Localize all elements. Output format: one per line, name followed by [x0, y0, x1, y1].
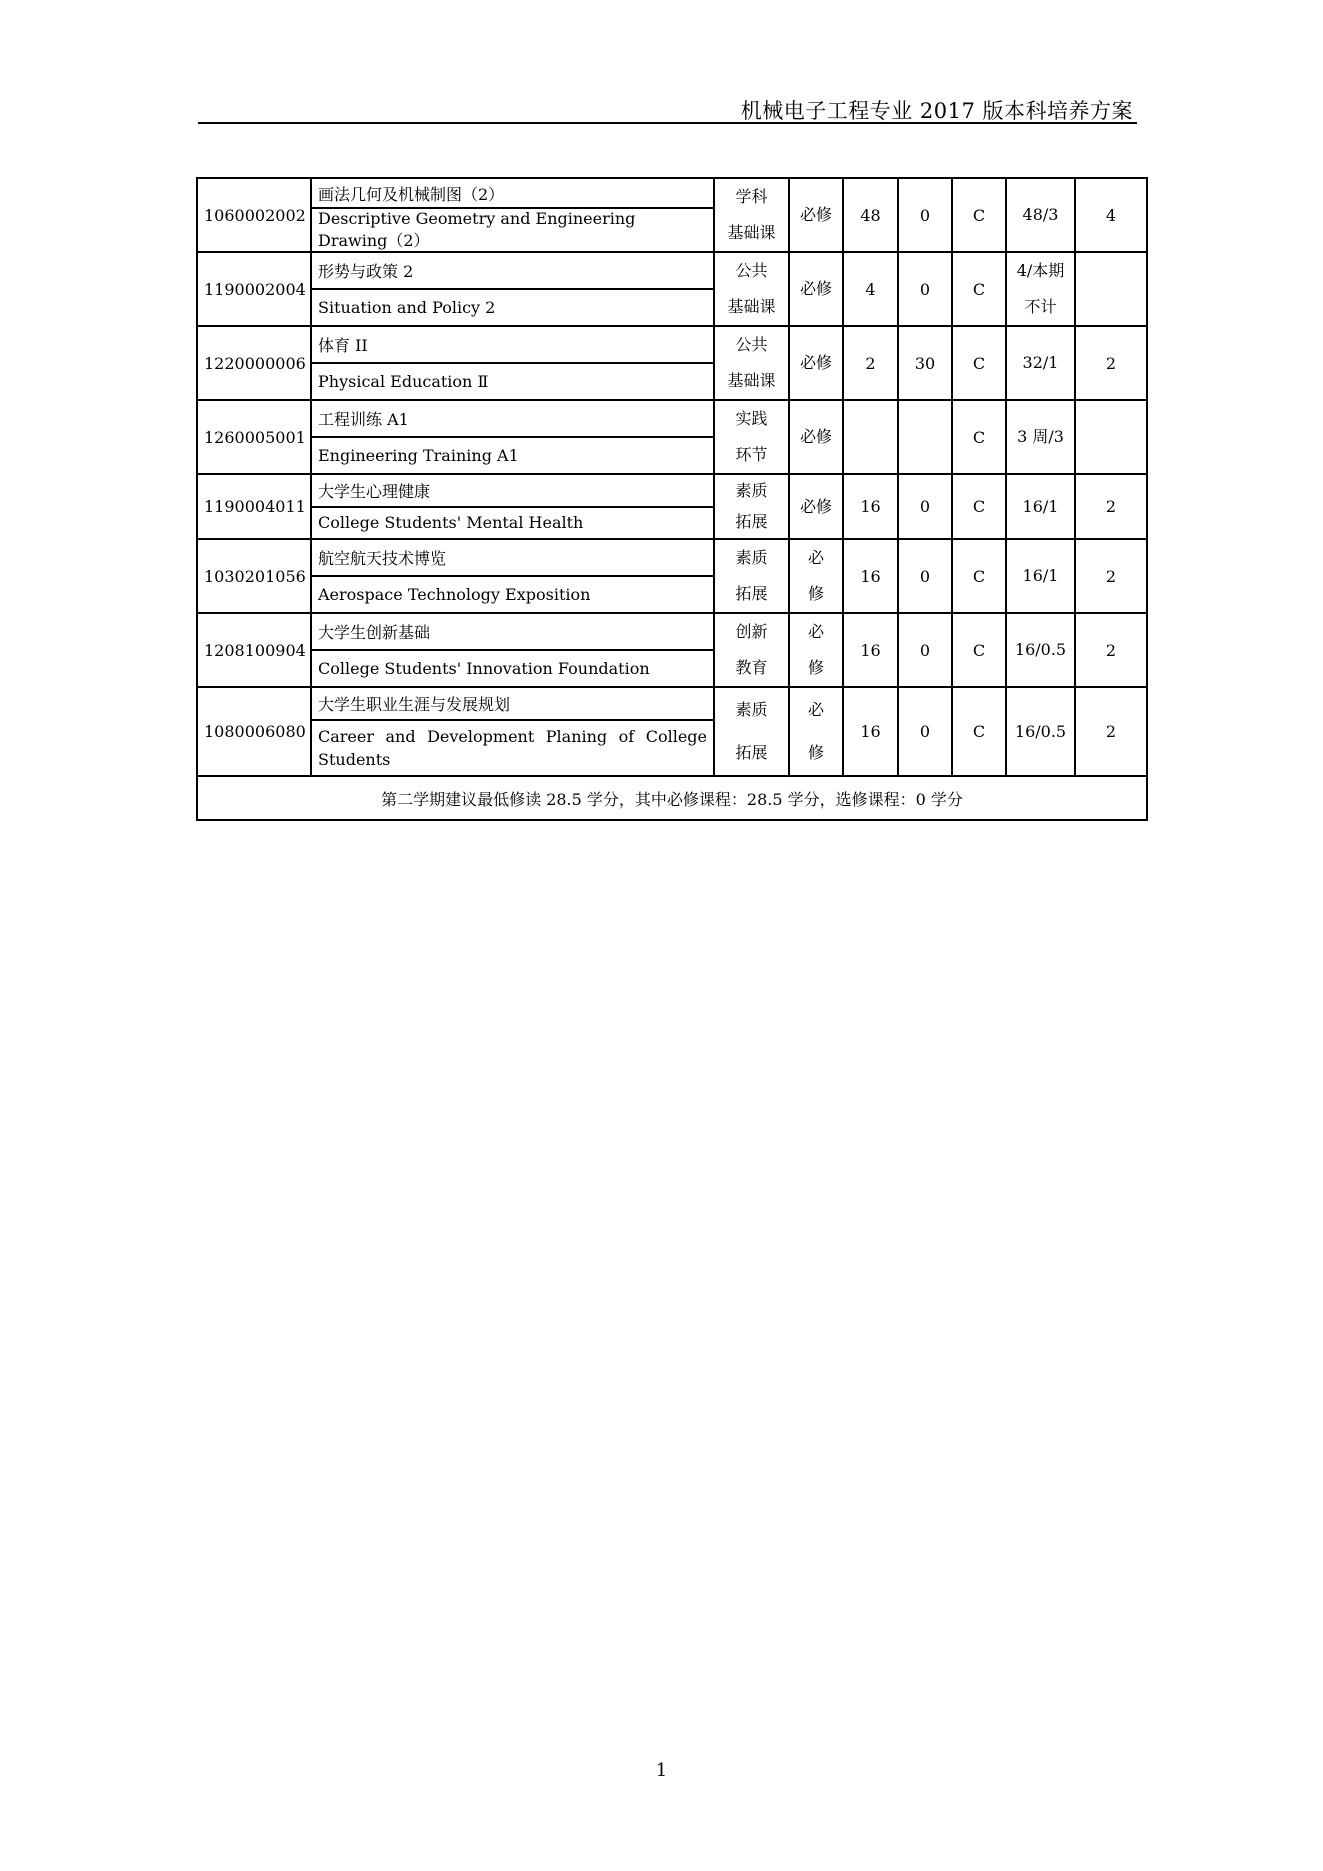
hours-b: 0 [898, 178, 952, 252]
course-type-line: 必 [807, 622, 824, 642]
hours-b: 30 [898, 326, 952, 400]
hours-a: 16 [843, 539, 898, 613]
summary-text: 第二学期建议最低修读 28.5 学分，其中必修课程：28.5 学分，选修课程：0 学分 [197, 776, 1147, 820]
course-type-line: 必修 [799, 205, 832, 225]
course-category [714, 474, 789, 539]
course-type-line: 必修 [799, 496, 832, 516]
course-type-line: 必 [807, 548, 824, 568]
course-category [714, 539, 789, 613]
assessment-grade: C [952, 252, 1006, 326]
course-name-zh: 大学生心理健康 [312, 475, 713, 508]
hours-credit-line: 16/1 [1022, 496, 1059, 516]
hours-credit [1006, 252, 1075, 326]
course-table [196, 177, 1148, 821]
course-code: 1060002002 [197, 178, 311, 252]
course-row [197, 178, 1147, 252]
course-type-line: 修 [807, 743, 824, 763]
hours-credit-line: 16/0.5 [1014, 640, 1067, 660]
semester: 2 [1075, 687, 1147, 776]
course-name-en [312, 721, 713, 775]
hours-credit [1006, 613, 1075, 687]
course-name [311, 400, 714, 474]
course-name [311, 539, 714, 613]
course-category [714, 687, 789, 776]
assessment-grade: C [952, 474, 1006, 539]
course-row [197, 613, 1147, 687]
course-type-line: 修 [807, 658, 824, 678]
hours-credit [1006, 539, 1075, 613]
course-category-line: 拓展 [735, 743, 768, 763]
course-name-en: College Students' Mental Health [318, 513, 584, 533]
hours-credit-line: 16/0.5 [1014, 721, 1067, 741]
course-category [714, 252, 789, 326]
course-type [789, 539, 843, 613]
course-category-line: 拓展 [735, 584, 768, 604]
course-category-line: 环节 [735, 445, 768, 465]
hours-credit [1006, 400, 1075, 474]
course-name-zh: 工程训练 A1 [312, 401, 713, 438]
header-rule [198, 122, 1137, 124]
course-category-line: 创新 [735, 622, 768, 642]
course-type-line: 必修 [799, 427, 832, 447]
course-name-en: Engineering Training A1 [318, 446, 519, 465]
course-category-line: 素质 [735, 699, 768, 719]
hours-credit-line: 4/本期 [1016, 261, 1065, 281]
hours-credit [1006, 474, 1075, 539]
course-category-line: 学科 [735, 187, 768, 207]
hours-a: 16 [843, 474, 898, 539]
course-category-line: 基础课 [727, 297, 776, 317]
course-category [714, 613, 789, 687]
hours-a: 2 [843, 326, 898, 400]
course-name-en: Aerospace Technology Exposition [318, 585, 591, 604]
course-category-line: 教育 [735, 658, 768, 678]
course-category [714, 326, 789, 400]
semester [1075, 252, 1147, 326]
course-name [311, 178, 714, 252]
hours-b: 0 [898, 687, 952, 776]
course-code: 1190004011 [197, 474, 311, 539]
course-type [789, 400, 843, 474]
semester: 4 [1075, 178, 1147, 252]
course-type [789, 474, 843, 539]
course-type [789, 687, 843, 776]
hours-b: 0 [898, 474, 952, 539]
course-name-zh: 体育 II [312, 327, 713, 364]
course-code: 1260005001 [197, 400, 311, 474]
course-category-line: 素质 [735, 548, 768, 568]
page-header-title: 机械电子工程专业 2017 版本科培养方案 [740, 99, 1133, 123]
assessment-grade: C [952, 687, 1006, 776]
semester [1075, 400, 1147, 474]
course-code: 1030201056 [197, 539, 311, 613]
course-name-zh: 画法几何及机械制图（2） [312, 179, 713, 209]
course-code: 1208100904 [197, 613, 311, 687]
assessment-grade: C [952, 400, 1006, 474]
course-name [311, 474, 714, 539]
hours-credit-line: 不计 [1024, 297, 1057, 317]
course-type [789, 178, 843, 252]
course-name [311, 326, 714, 400]
course-row [197, 687, 1147, 776]
hours-a [843, 400, 898, 474]
course-category-line: 实践 [735, 409, 768, 429]
course-name-en: Physical Education Ⅱ [318, 372, 489, 391]
hours-credit-line: 3 周/3 [1017, 427, 1064, 447]
assessment-grade: C [952, 613, 1006, 687]
course-name-zh: 航空航天技术博览 [312, 540, 713, 577]
course-type-line: 修 [807, 584, 824, 604]
course-name-zh: 形势与政策 2 [312, 253, 713, 290]
hours-credit [1006, 687, 1075, 776]
course-type-line: 必修 [799, 353, 832, 373]
summary-row [197, 776, 1147, 820]
course-name [311, 252, 714, 326]
course-category-line: 公共 [735, 335, 768, 355]
hours-a: 4 [843, 252, 898, 326]
course-row [197, 252, 1147, 326]
course-name-zh: 大学生职业生涯与发展规划 [312, 688, 713, 721]
hours-b: 0 [898, 252, 952, 326]
semester: 2 [1075, 539, 1147, 613]
course-row [197, 400, 1147, 474]
course-category-line: 基础课 [727, 371, 776, 391]
hours-credit-line: 48/3 [1022, 205, 1059, 225]
course-category-line: 基础课 [727, 223, 776, 243]
course-name-en: College Students' Innovation Foundation [318, 659, 650, 678]
course-code: 1220000006 [197, 326, 311, 400]
course-name-en-text: Career and Development Planing of College Students [318, 726, 707, 769]
course-category [714, 400, 789, 474]
course-row [197, 474, 1147, 539]
course-type-line: 必修 [799, 279, 832, 299]
course-type-line: 必 [807, 699, 824, 719]
hours-b [898, 400, 952, 474]
hours-credit-line: 16/1 [1022, 566, 1059, 586]
course-name [311, 613, 714, 687]
course-category-line: 素质 [735, 480, 768, 500]
semester: 2 [1075, 474, 1147, 539]
page-number: 1 [655, 1760, 668, 1781]
course-name-en: Descriptive Geometry and Engineering Drawing（2） [318, 209, 636, 250]
hours-credit [1006, 326, 1075, 400]
assessment-grade: C [952, 539, 1006, 613]
course-name-zh: 大学生创新基础 [312, 614, 713, 651]
hours-a: 16 [843, 687, 898, 776]
course-code: 1190002004 [197, 252, 311, 326]
semester: 2 [1075, 613, 1147, 687]
course-row [197, 539, 1147, 613]
course-code: 1080006080 [197, 687, 311, 776]
course-category [714, 178, 789, 252]
course-category-line: 公共 [735, 261, 768, 281]
assessment-grade: C [952, 326, 1006, 400]
course-type [789, 252, 843, 326]
hours-b: 0 [898, 613, 952, 687]
course-row [197, 326, 1147, 400]
hours-credit-line: 32/1 [1022, 353, 1059, 373]
semester: 2 [1075, 326, 1147, 400]
course-name-en: Situation and Policy 2 [318, 298, 496, 317]
hours-credit [1006, 178, 1075, 252]
hours-a: 16 [843, 613, 898, 687]
hours-b: 0 [898, 539, 952, 613]
course-type [789, 613, 843, 687]
course-name [311, 687, 714, 776]
course-category-line: 拓展 [735, 512, 768, 532]
course-type [789, 326, 843, 400]
assessment-grade: C [952, 178, 1006, 252]
hours-a: 48 [843, 178, 898, 252]
